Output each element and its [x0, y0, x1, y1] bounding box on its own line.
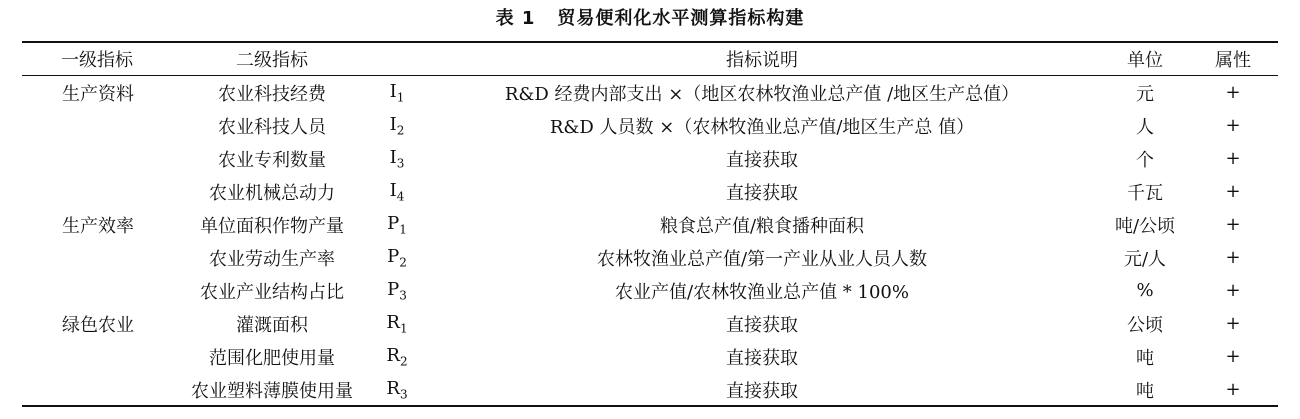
level2-cell: 农业科技人员 — [218, 116, 326, 138]
level1-cell: 绿色农业 — [62, 314, 134, 336]
unit-cell: 吨 — [1136, 380, 1154, 402]
header-row — [22, 43, 1278, 75]
code-cell: $R_3$ — [386, 377, 408, 402]
unit-cell: 吨/公顷 — [1114, 215, 1176, 237]
unit-cell: 元 — [1136, 83, 1154, 105]
code-cell: $P_2$ — [387, 245, 407, 270]
description-cell: R&D 人员数 ×（农林牧渔业总产值/地区生产总 值） — [549, 116, 975, 138]
table-row — [22, 307, 1278, 340]
table-title: 贸易便利化水平测算指标构建 — [557, 8, 805, 29]
header-code — [372, 43, 422, 75]
description-cell: 农林牧渔业总产值/第一产业从业人员人数 — [596, 248, 928, 270]
description-cell: 粮食总产值/粮食播种面积 — [659, 215, 865, 237]
attribute-cell: + — [1225, 379, 1241, 400]
code-cell: $I_3$ — [389, 146, 405, 171]
unit-cell: 吨 — [1136, 347, 1154, 369]
level1-cell — [22, 175, 172, 208]
header-level2: 二级指标 — [236, 50, 308, 71]
code-cell: $P_1$ — [387, 212, 407, 237]
header-description: 指标说明 — [726, 50, 798, 71]
level1-cell — [22, 142, 172, 175]
table-row — [22, 340, 1278, 373]
code-cell: $P_3$ — [387, 278, 407, 303]
attribute-cell: + — [1225, 181, 1241, 202]
unit-cell: 公顷 — [1127, 314, 1163, 336]
attribute-cell: + — [1225, 346, 1241, 367]
unit-cell: % — [1136, 280, 1154, 301]
description-cell: 直接获取 — [726, 347, 798, 369]
attribute-cell: + — [1225, 313, 1241, 334]
code-cell: $R_2$ — [386, 344, 408, 369]
description-cell: R&D 经费内部支出 ×（地区农林牧渔业总产值 /地区生产总值） — [504, 83, 1020, 105]
level1-cell — [22, 241, 172, 274]
unit-cell: 个 — [1136, 149, 1154, 171]
header-unit: 单位 — [1127, 50, 1163, 71]
code-cell: $I_2$ — [389, 113, 405, 138]
table-row — [22, 109, 1278, 142]
level1-cell: 生产资料 — [62, 83, 134, 105]
level2-cell: 农业专利数量 — [218, 149, 326, 171]
attribute-cell: + — [1225, 280, 1241, 301]
table-row — [22, 241, 1278, 274]
table-row — [22, 75, 1278, 109]
level2-cell: 农业劳动生产率 — [209, 248, 335, 270]
description-cell: 直接获取 — [726, 182, 798, 204]
level1-cell — [22, 109, 172, 142]
attribute-cell: + — [1225, 82, 1241, 103]
table-number: 表 1 — [495, 8, 536, 29]
level2-cell: 农业塑料薄膜使用量 — [191, 380, 353, 402]
level1-cell — [22, 274, 172, 307]
code-cell: $R_1$ — [386, 311, 408, 336]
unit-cell: 千瓦 — [1127, 182, 1163, 204]
attribute-cell: + — [1225, 247, 1241, 268]
table-caption — [0, 4, 1300, 30]
description-cell: 直接获取 — [726, 380, 798, 402]
level1-cell: 生产效率 — [62, 215, 134, 237]
unit-cell: 元/人 — [1123, 248, 1167, 270]
level2-cell: 农业科技经费 — [218, 83, 326, 105]
unit-cell: 人 — [1136, 116, 1154, 138]
table-row — [22, 373, 1278, 406]
level2-cell: 农业产业结构占比 — [200, 281, 344, 303]
description-cell: 直接获取 — [726, 314, 798, 336]
level1-cell — [22, 373, 172, 406]
level2-cell: 范围化肥使用量 — [209, 347, 335, 369]
table-row — [22, 274, 1278, 307]
table-row — [22, 175, 1278, 208]
level2-cell: 灌溉面积 — [236, 314, 308, 336]
header-attribute: 属性 — [1215, 50, 1251, 71]
attribute-cell: + — [1225, 115, 1241, 136]
indicator-table — [22, 43, 1278, 406]
attribute-cell: + — [1225, 214, 1241, 235]
level2-cell: 农业机械总动力 — [209, 182, 335, 204]
description-cell: 农业产值/农林牧渔业总产值 * 100% — [615, 281, 909, 303]
level2-cell: 单位面积作物产量 — [200, 215, 344, 237]
level1-cell — [22, 340, 172, 373]
description-cell: 直接获取 — [726, 149, 798, 171]
table-row — [22, 208, 1278, 241]
header-level1: 一级指标 — [61, 50, 133, 71]
attribute-cell: + — [1225, 148, 1241, 169]
code-cell: $I_1$ — [389, 80, 405, 105]
code-cell: $I_4$ — [389, 179, 405, 204]
table-row — [22, 142, 1278, 175]
